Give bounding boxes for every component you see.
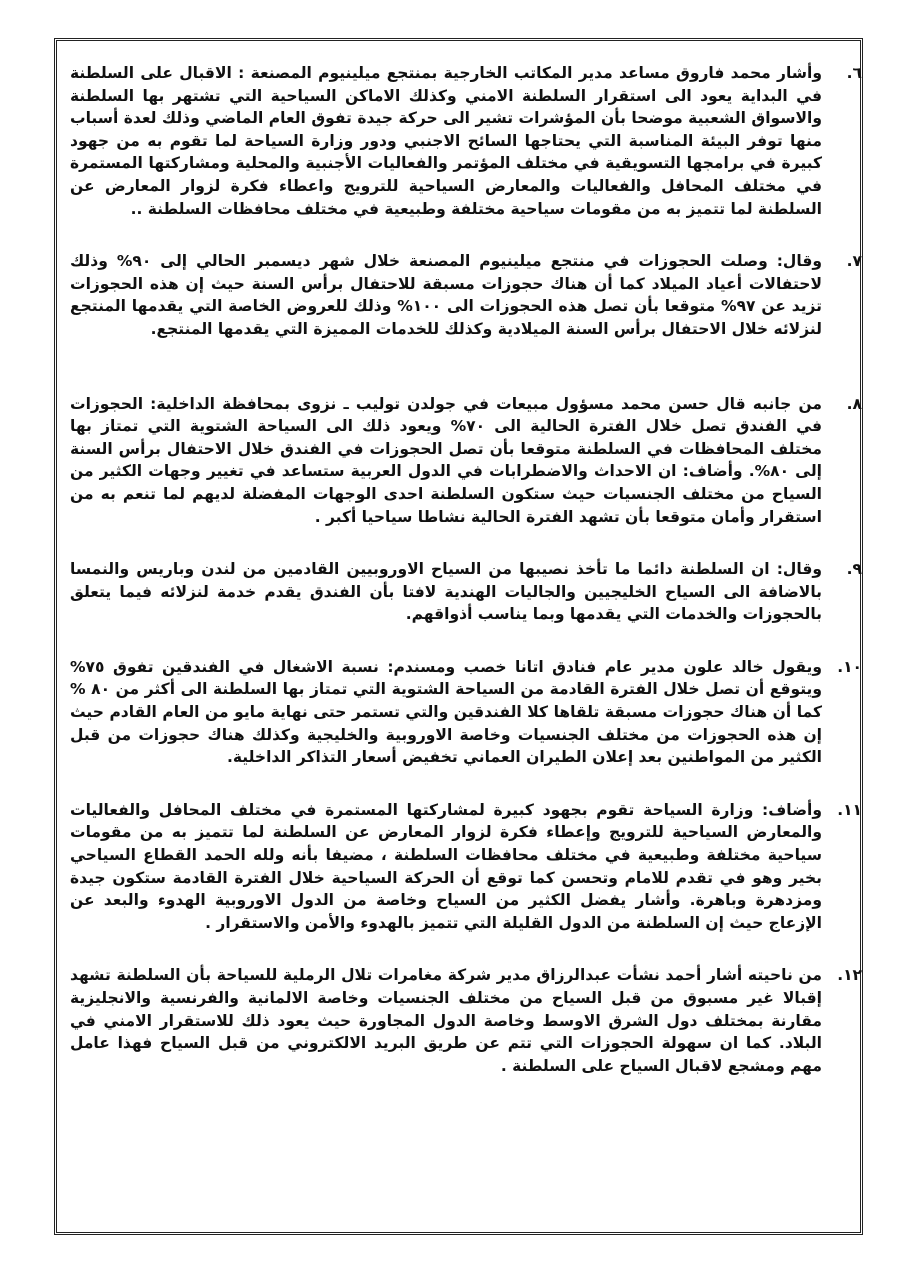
paragraph-text: من ناحيته أشار أحمد نشأت عبدالرزاق مدير شركة مغامرات تلال الرملية للسياحة بأن السلطنة تشهد إقبالا غير مسبوق من قبل السياح من مختلف الجنسيات وخاصة الالمانية والفرنسية والانجليزية مقارنة بمختلف دول الشرق الاوسط وخاصة الدول المجاورة حيث يعود ذلك للاستقرار الامني في البلاد. كما ان سهولة الحجوزات التي تتم عن طريق البريد الالكتروني من قبل السياح فهذا عامل مهم ومشجع لاقبال السياح على السلطنة . [70,966,822,1075]
paragraph-7 [70,250,862,340]
paragraph-number: ١٠. [837,657,862,676]
document-body [70,62,862,1220]
paragraph-number: ٧. [846,252,862,271]
paragraph-12 [70,964,862,1077]
paragraph-8 [70,393,862,529]
paragraph-text: وأشار محمد فاروق مساعد مدير المكاتب الخارجية بمنتجع ميلينيوم المصنعة : الاقبال على السلطنة في البداية يعود الى استقرار السلطنة الامني وكذلك الاماكن السياحية التي تشتهر بها السلطنة والاسواق الشعبية موضحا بأن المؤشرات تشير الى حركة جيدة تفوق العام الماضي وذلك لعدة أسباب منها توفر البيئة المناسبة التي يحتاجها السائح الاجنبي ودور وزارة السياحة لما تقوم به من جهود كبيرة في برامجها التسويقية في مختلف المؤتمر والفعاليات الأجنبية والمحلية ومشاركتها المستمرة في مختلف المحافل والفعاليات والمعارض السياحية للترويج واعطاء فكرة لزوار المعارض عن السلطنة لما تتميز به من مقومات سياحية مختلفة وطبيعية في مختلف محافظات السلطنة .. [70,64,822,218]
paragraph-number: ٨. [846,394,862,413]
paragraph-text: وقال: ان السلطنة دائما ما تأخذ نصيبها من السياح الاوروبيين القادمين من لندن وباريس والنمسا بالاضافة الى السياح الخليجيين والجاليات الهندية لافتا بأن الفندق يقدم خدمة لنزلائه فيما يتعلق بالحجوزات والخدمات التي يقدمها وبما يناسب أذواقهم. [70,560,822,624]
paragraph-9 [70,558,862,626]
paragraph-number: ٦. [846,64,862,82]
paragraph-6 [70,62,862,220]
paragraph-11 [70,799,862,935]
paragraph-text: ويقول خالد علون مدير عام فنادق اتانا خصب ومسندم: نسبة الاشغال في الفندقين تفوق ٧٥% ويتوقع أن تصل خلال الفترة القادمة من السياحة الشتوية التي تمتاز بها السلطنة الى أكثر من ٨٠ % كما أن هناك حجوزات مسبقة تلقاها كلا الفندقين والتي تستمر حتى نهاية مايو من العام القادم حيث إن هذه الحجوزات من مختلف الجنسيات وخاصة الاوروبية والخليجية وكذلك هناك حجوزات من قبل الكثير من المواطنين بعد إعلان الطيران العماني تخفيض أسعار التذاكر الداخلية. [70,657,822,767]
paragraph-number: ٩. [846,560,862,579]
paragraph-10 [70,656,862,769]
paragraph-text: وقال: وصلت الحجوزات في منتجع ميلينيوم المصنعة خلال شهر ديسمبر الحالي إلى ٩٠% وذلك لاحتفالات أعياد الميلاد كما أن هناك حجوزات مسبقة للاحتفال برأس السنة حيث إن هذه الحجوزات تزيد عن ٩٧% متوقعا بأن تصل هذه الحجوزات الى ١٠٠% وذلك للعروض الخاصة التي يقدمها المنتجع لنزلائه خلال الاحتفال برأس السنة الميلادية وكذلك للخدمات المميزة التي يقدمها المنتجع. [70,252,822,338]
paragraph-text: وأضاف: وزارة السياحة تقوم بجهود كبيرة لمشاركتها المستمرة في مختلف المحافل والفعاليات والمعارض السياحية للترويج وإعطاء فكرة لزوار المعارض عن السلطنة لما تتميز به من مقومات سياحية مختلفة وطبيعية في مختلف محافظات السلطنة ، مضيفا بأنه ولله الحمد القطاع السياحي بخير وهو في تقدم للامام وتحسن كما توقع أن الحركة السياحية خلال الفترة القادمة ستكون جيدة ومزدهرة وباهرة. وأشار يفضل الكثير من السياح وخاصة من الدول الاوروبية الهدوء والبعد عن الإزعاج حيث إن السلطنة من الدول القليلة التي تتميز بالهدوء والأمن والاستقرار . [70,800,822,932]
paragraph-number: ١٢. [837,966,862,985]
paragraph-text: من جانبه قال حسن محمد مسؤول مبيعات في جولدن توليب ـ نزوى بمحافظة الداخلية: الحجوزات في الفندق تصل خلال الفترة الحالية الى ٧٠% ويعود ذلك الى السياحة الشتوية التي تمتاز بها مختلف المحافظات في السلطنة متوقعا بأن تصل الحجوزات في الفندق خلال الاحتفال برأس السنة إلى ٨٠%. وأضاف: ان الاحداث والاضطرابات في الدول العربية ستساعد في تغيير وجهات الكثير من السياح من مختلف الجنسيات حيث ستكون السلطنة احدى الوجهات المفضلة لديهم لما تنعم به من استقرار وأمان متوقعا بأن تشهد الفترة الحالية نشاطا سياحيا أكبر . [70,394,822,526]
paragraph-number: ١١. [837,800,862,819]
